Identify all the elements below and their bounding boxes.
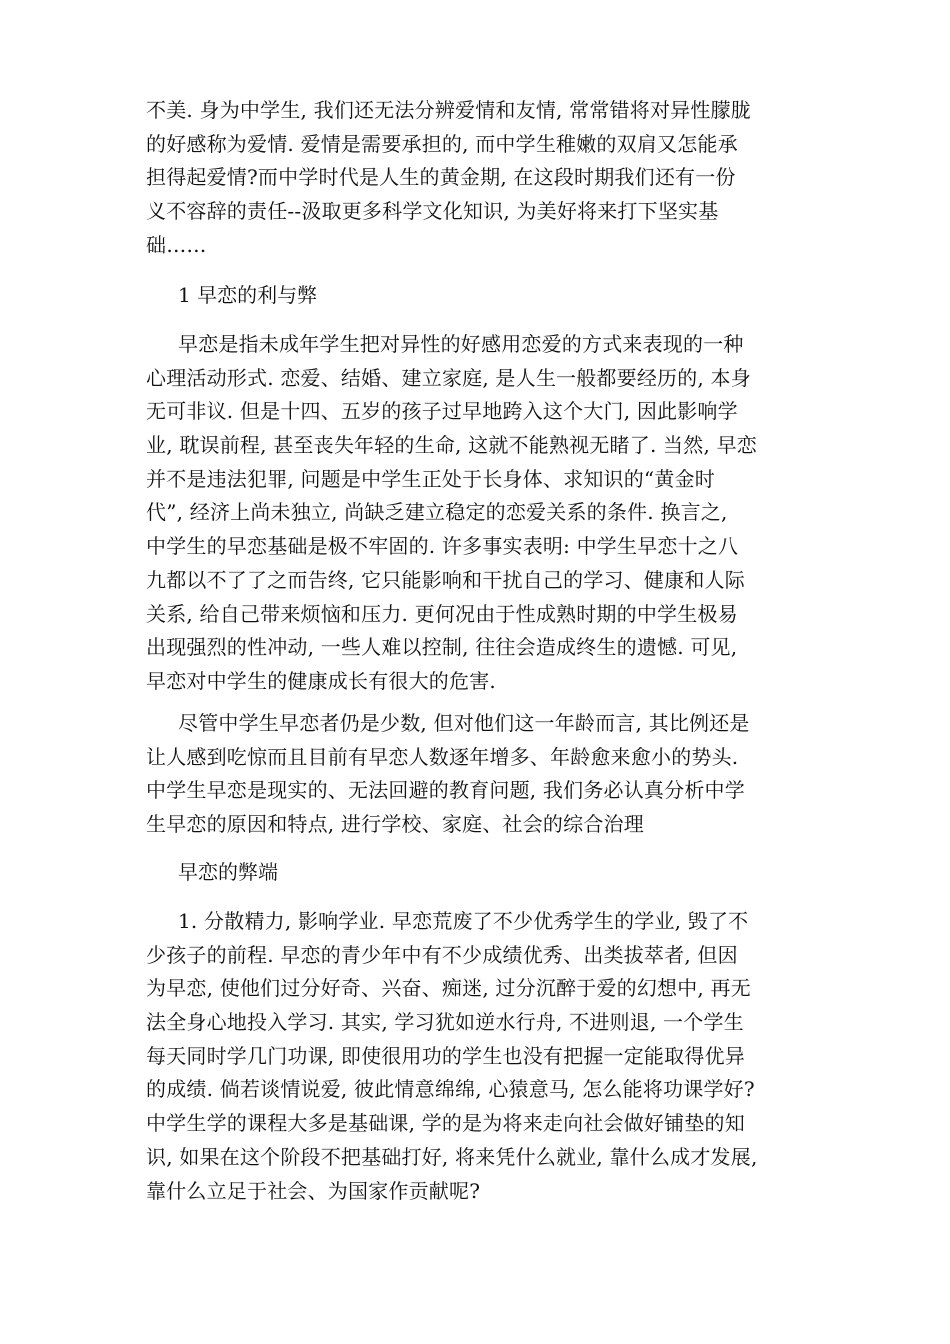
paragraph-line: 代”, 经济上尚未独立, 尚缺乏建立稳定的恋爱关系的条件. 换言之, (146, 500, 728, 525)
paragraph-line: 础…… (146, 232, 207, 257)
paragraph-line: 心理活动形式. 恋爱、结婚、建立家庭, 是人生一般都要经历的, 本身 (146, 365, 751, 390)
paragraph-line: 的好感称为爱情. 爱情是需要承担的, 而中学生稚嫩的双肩又怎能承 (146, 131, 738, 156)
paragraph-line: 尽管中学生早恋者仍是少数, 但对他们这一年龄而言, 其比例还是 (178, 711, 750, 735)
paragraph-line: 业, 耽误前程, 甚至丧失年轻的生命, 这就不能熟视无睹了. 当然, 早恋 (146, 433, 757, 458)
paragraph-line: 的成绩. 倘若谈情说爱, 彼此情意绵绵, 心猿意马, 怎么能将功课学好? (146, 1077, 755, 1102)
paragraph-line: 每天同时学几门功课, 即使很用功的学生也没有把握一定能取得优异 (146, 1043, 745, 1068)
paragraph-line: 生早恋的原因和特点, 进行学校、家庭、社会的综合治理 (146, 812, 644, 837)
paragraph-line: 早恋是指未成年学生把对异性的好感用恋爱的方式来表现的一种 (178, 332, 744, 356)
paragraph-definition (146, 328, 806, 699)
paragraph-line: 法全身心地投入学习. 其实, 学习犹如逆水行舟, 不进则退, 一个学生 (146, 1010, 744, 1035)
paragraph-line: 担得起爱情?而中学时代是人生的黄金期, 在这段时期我们还有一份 (146, 165, 736, 190)
section-heading-harms: 早恋的弊端 (178, 860, 278, 884)
paragraph-intro (146, 94, 806, 262)
paragraph-line: 中学生早恋是现实的、无法回避的教育问题, 我们务必认真分析中学 (146, 778, 745, 803)
paragraph-line: 义不容辞的责任--汲取更多科学文化知识, 为美好将来打下坚实基 (146, 199, 719, 224)
paragraph-harm-1 (146, 905, 806, 1208)
paragraph-line: 不美. 身为中学生, 我们还无法分辨爱情和友情, 常常错将对异性朦胧 (146, 98, 751, 122)
paragraph-line: 少孩子的前程. 早恋的青少年中有不少成绩优秀、出类拔萃者, 但因 (146, 942, 738, 967)
paragraph-line: 识, 如果在这个阶段不把基础打好, 将来凭什么就业, 靠什么成才发展, (146, 1144, 758, 1169)
paragraph-line: 无可非议. 但是十四、五岁的孩子过早地跨入这个大门, 因此影响学 (146, 399, 738, 424)
paragraph-line: 让人感到吃惊而且目前有早恋人数逐年增多、年龄愈来愈小的势头. (146, 744, 739, 769)
section-heading-pros-cons: 1 早恋的利与弊 (178, 283, 318, 307)
paragraph-line: 中学生学的课程大多是基础课, 学的是为将来走向社会做好铺垫的知 (146, 1111, 745, 1136)
paragraph-line: 并不是违法犯罪, 问题是中学生正处于长身体、求知识的“黄金时 (146, 466, 715, 491)
paragraph-line: 早恋对中学生的健康成长有很大的危害. (146, 668, 496, 693)
paragraph-line: 中学生的早恋基础是极不牢固的. 许多事实表明: 中学生早恋十之八 (146, 534, 739, 559)
paragraph-line: 关系, 给自己带来烦恼和压力. 更何况由于性成熟时期的中学生极易 (146, 601, 738, 626)
paragraph-line: 九都以不了了之而告终, 它只能影响和干扰自己的学习、健康和人际 (146, 567, 745, 592)
paragraph-situation (146, 707, 806, 842)
paragraph-line: 1. 分散精力, 影响学业. 早恋荒废了不少优秀学生的学业, 毁了不 (178, 909, 749, 933)
paragraph-line: 为早恋, 使他们过分好奇、兴奋、痴迷, 过分沉醉于爱的幻想中, 再无 (146, 976, 751, 1001)
paragraph-line: 出现强烈的性冲动, 一些人难以控制, 往往会造成终生的遗憾. 可见, (146, 635, 738, 660)
paragraph-line: 靠什么立足于社会、为国家作贡献呢? (146, 1178, 481, 1203)
